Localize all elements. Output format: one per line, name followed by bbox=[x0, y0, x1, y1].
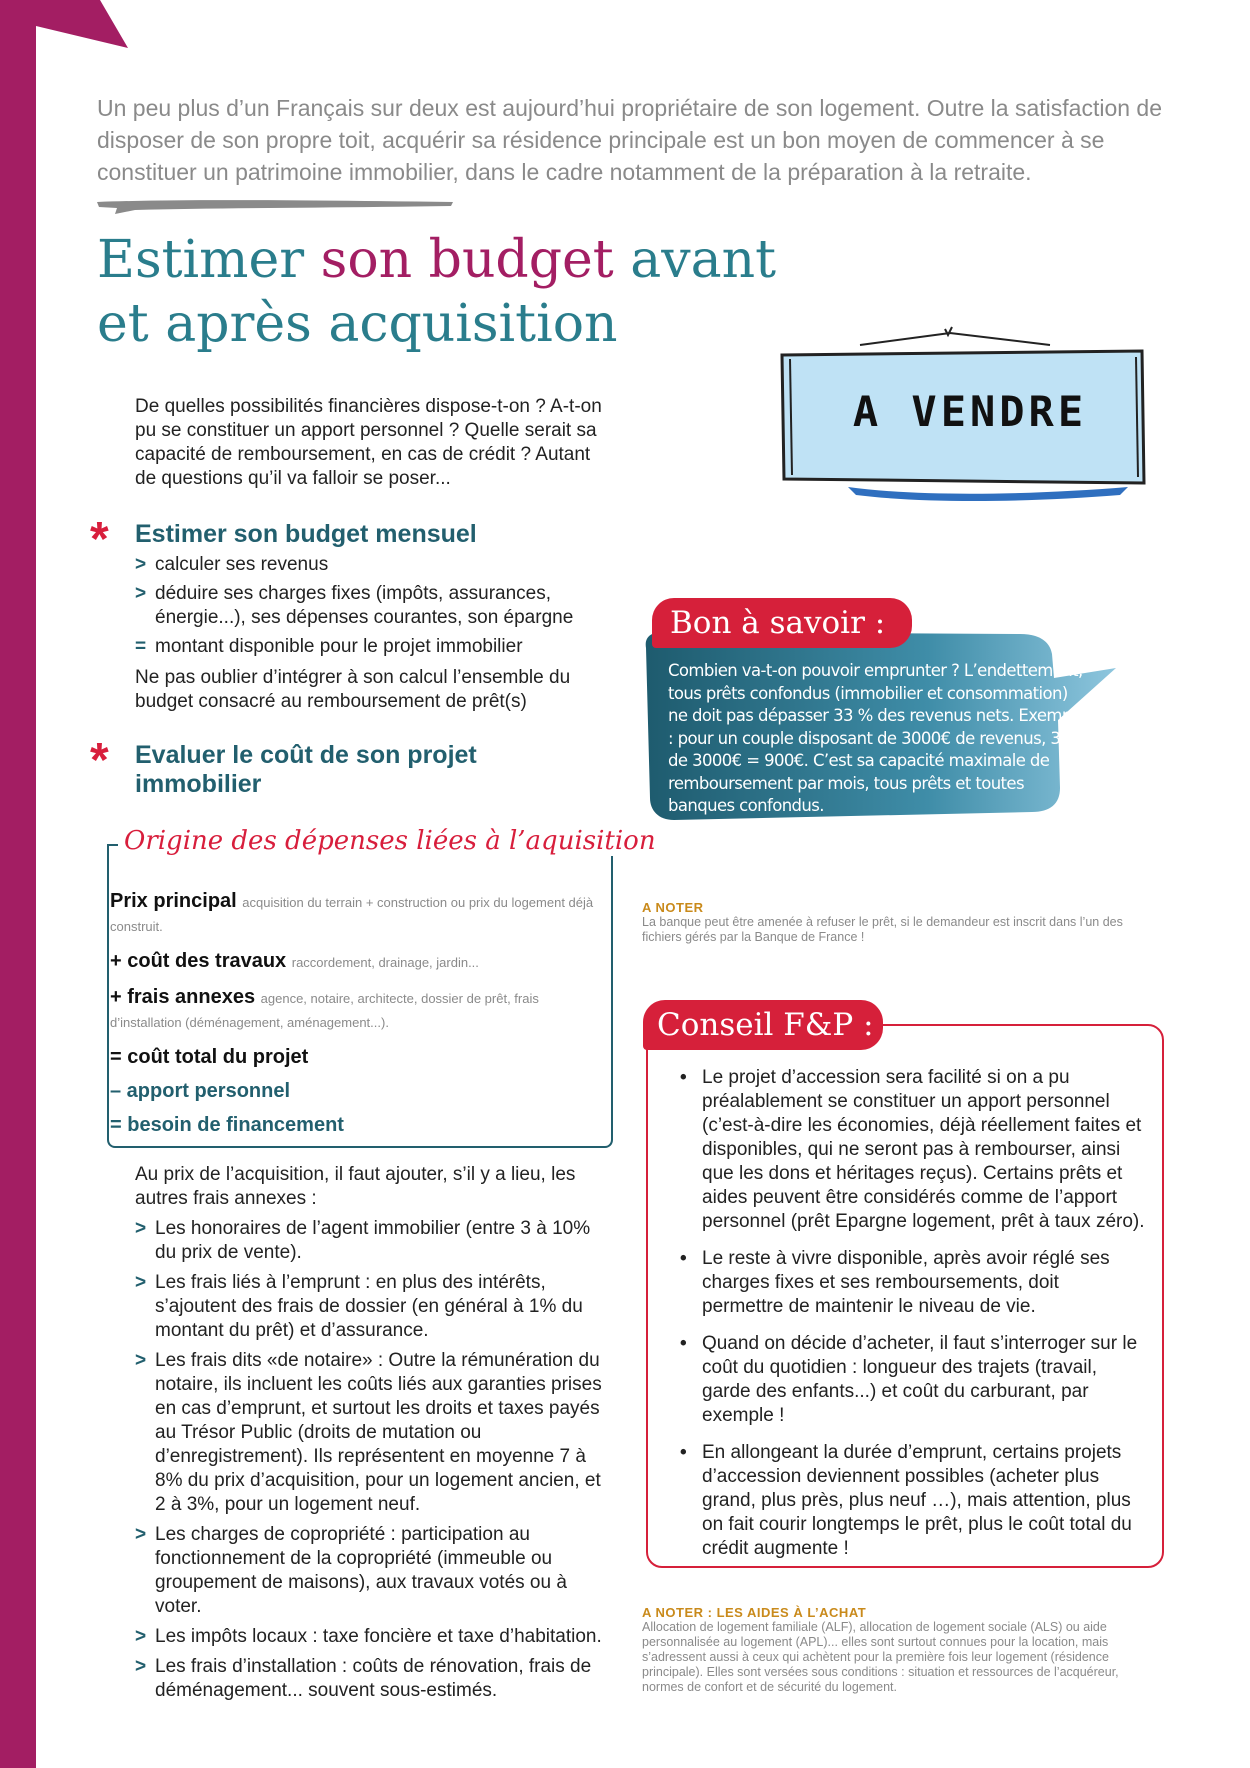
page-title bbox=[97, 228, 797, 356]
title-part-1: Estimer bbox=[97, 230, 321, 290]
list-item-text: montant disponible pour le projet immobilier bbox=[155, 636, 523, 657]
chevron-right-icon: > bbox=[135, 1656, 147, 1677]
chevron-right-icon: > bbox=[135, 1350, 147, 1371]
origin-row-label: = coût total du projet bbox=[110, 1046, 309, 1068]
conseil-label: Conseil F&P : bbox=[643, 1000, 883, 1050]
cost-heading: Evaluer le coût de son projet immobilier bbox=[135, 741, 477, 798]
list-item-text: En allongeant la durée d’emprunt, certains projets d’accession deviennent possibles (acheter plus grand, plus près, plus neuf …), mais attention, plus on fait courir longtemps le prêt, plus le coût total du crédit augmente ! bbox=[702, 1442, 1132, 1559]
origin-row-detail: acquisition du terrain + construction ou prix du logement déjà construit. bbox=[110, 895, 594, 934]
list-item bbox=[680, 1441, 1145, 1561]
origin-row-label: = besoin de financement bbox=[110, 1114, 344, 1136]
list-item bbox=[135, 582, 605, 630]
list-item-text: Les frais d’installation : coûts de rénovation, frais de déménagement... souvent sous-estimés. bbox=[155, 1656, 592, 1701]
origin-row-total bbox=[110, 1046, 600, 1068]
conseil-list bbox=[680, 1066, 1145, 1574]
list-item-text: Les frais liés à l’emprunt : en plus des intérêts, s’ajoutent des frais de dossier (en général à 1% du montant du prêt) et d’assurance. bbox=[155, 1272, 583, 1341]
list-item-text: calculer ses revenus bbox=[155, 554, 329, 575]
bon-a-savoir-label: Bon à savoir : bbox=[652, 598, 912, 648]
list-item bbox=[135, 1217, 615, 1265]
title-part-3: avant et après acquisition bbox=[97, 230, 776, 354]
list-item bbox=[680, 1332, 1145, 1428]
origin-title: Origine des dépenses liées à l’aquisition bbox=[118, 826, 662, 856]
lead-paragraph: De quelles possibilités financières dispose-t-on ? A-t-on pu se constituer un apport personnel ? Quelle serait sa capacité de remboursement, en cas de crédit ? Autant de questions qu’il va falloir se poser... bbox=[135, 396, 602, 489]
origin-row-label: – apport personnel bbox=[110, 1080, 291, 1102]
a-noter-banque bbox=[642, 900, 1162, 945]
list-item-text: déduire ses charges fixes (impôts, assurances, énergie...), ses dépenses courantes, son épargne bbox=[155, 583, 574, 628]
a-noter-text: La banque peut être amenée à refuser le prêt, si le demandeur est inscrit dans l’un des fichiers gérés par la Banque de France ! bbox=[642, 915, 1123, 944]
list-item bbox=[135, 1523, 615, 1619]
list-item-text: Les honoraires de l’agent immobilier (entre 3 à 10% du prix de vente). bbox=[155, 1218, 591, 1263]
origin-row-detail: raccordement, drainage, jardin... bbox=[291, 955, 479, 970]
a-noter-title: A NOTER bbox=[642, 900, 704, 915]
origin-row-label: + frais annexes bbox=[110, 986, 256, 1008]
list-item-text: Les impôts locaux : taxe foncière et taxe d’habitation. bbox=[155, 1626, 602, 1647]
list-item bbox=[680, 1247, 1145, 1319]
list-item-text: Le reste à vivre disponible, après avoir réglé ses charges fixes et ses remboursements, doit permettre de maintenir le niveau de vie. bbox=[702, 1248, 1110, 1317]
list-item bbox=[680, 1066, 1145, 1234]
chevron-right-icon: > bbox=[135, 1524, 147, 1545]
a-noter-aides bbox=[642, 1605, 1157, 1695]
origin-row-detail: agence, notaire, architecte, dossier de prêt, frais d’installation (déménagement, aménagement...). bbox=[110, 991, 539, 1030]
list-item bbox=[135, 1349, 615, 1517]
origin-row-frais bbox=[110, 986, 600, 1034]
list-item bbox=[135, 553, 605, 577]
list-marker: > bbox=[135, 583, 147, 604]
budget-list bbox=[135, 553, 605, 664]
title-highlight: son budget bbox=[320, 230, 614, 290]
list-item-text: Quand on décide d’acheter, il faut s’interroger sur le coût du quotidien : longueur des trajets (travail, garde des enfants...) et coût du carburant, par exemple ! bbox=[702, 1333, 1138, 1426]
list-item bbox=[135, 1271, 615, 1343]
origin-row-prix bbox=[110, 890, 600, 938]
list-item-text: Les charges de copropriété : participation au fonctionnement de la copropriété (immeuble ou groupement de maisons), aux travaux votés ou à voter. bbox=[155, 1524, 567, 1617]
sign-text: A VENDRE bbox=[852, 387, 1088, 436]
list-item bbox=[135, 635, 605, 659]
origin-row-apport bbox=[110, 1080, 600, 1102]
bullet-icon: • bbox=[680, 1442, 687, 1463]
origin-rows bbox=[110, 890, 600, 1136]
chevron-right-icon: > bbox=[135, 1626, 147, 1647]
bullet-icon: • bbox=[680, 1333, 687, 1354]
bullet-icon: • bbox=[680, 1248, 687, 1269]
bullet-icon: • bbox=[680, 1067, 687, 1088]
list-marker: > bbox=[135, 554, 147, 575]
list-item-text: Les frais dits «de notaire» : Outre la rémunération du notaire, ils incluent les coûts liés aux garanties prises en cas d’emprunt, et surtout les droits et taxes payés au Trésor Public (droits de mutation ou d’enregistrement). Ils représentent en moyenne 7 à 8% du prix d’acquisition, pour un logement ancien, et 2 à 3%, pour un logement neuf. bbox=[155, 1350, 602, 1515]
asterisk-icon: * bbox=[90, 513, 109, 566]
origin-row-travaux bbox=[110, 950, 600, 974]
list-item bbox=[135, 1655, 615, 1703]
budget-note: Ne pas oublier d’intégrer à son calcul l’ensemble du budget consacré au remboursement de prêt(s) bbox=[135, 667, 571, 712]
budget-heading: Estimer son budget mensuel bbox=[135, 520, 477, 548]
list-item-text: Le projet d’accession sera facilité si on a pu préalablement se constituer un apport personnel (c’est-à-dire les économies, déjà réellement faites et disponibles, qui ne seront pas à rembourser, ainsi que les dons et héritages reçus). Certains prêts et aides peuvent être considérés comme de l’apport personnel (prêt Epargne logement, prêt à taux zéro). bbox=[702, 1067, 1145, 1232]
acquisition-intro: Au prix de l’acquisition, il faut ajouter, s’il y a lieu, les autres frais annexes : bbox=[135, 1164, 576, 1209]
for-sale-sign bbox=[770, 325, 1150, 505]
brush-divider bbox=[95, 196, 455, 216]
list-item bbox=[135, 1625, 615, 1649]
chevron-right-icon: > bbox=[135, 1272, 147, 1293]
origin-row-label: Prix principal bbox=[110, 890, 237, 912]
origin-row-label: + coût des travaux bbox=[110, 950, 287, 972]
origin-row-besoin bbox=[110, 1114, 600, 1136]
bon-a-savoir-text: Combien va-t-on pouvoir emprunter ? L’endettement, tous prêts confondus (immobilier et consommation) ne doit pas dépasser 33 % des revenus nets. Exemple : pour un couple disposant de 3000€ de revenus, 30% de 3000€ = 900€. C’est sa capacité maximale de remboursement par mois, tous prêts et toutes banques confondus. bbox=[668, 661, 1086, 815]
list-marker: = bbox=[135, 636, 147, 657]
acquisition-list bbox=[135, 1217, 615, 1709]
a-noter-text: Allocation de logement familiale (ALF), allocation de logement sociale (ALS) ou aide personnalisée au logement (APL)... elles sont surtout connues pour la location, mais s’adressent aussi à ceux qui achètent pour la première fois leur logement (résidence principale). Elles sont versées sous conditions : situation et ressources de l’acquéreur, normes de confort et de sécurité du logement. bbox=[642, 1620, 1119, 1694]
a-noter-title: A NOTER : LES AIDES À L’ACHAT bbox=[642, 1605, 867, 1620]
asterisk-icon: * bbox=[90, 734, 109, 787]
intro-paragraph: Un peu plus d’un Français sur deux est aujourd’hui propriétaire de son logement. Outre la satisfaction de disposer de son propre toit, acquérir sa résidence principale est un bon moyen de commencer à se constituer un patrimoine immobilier, dans le cadre notamment de la préparation à la retraite. bbox=[97, 95, 1162, 185]
chevron-right-icon: > bbox=[135, 1218, 147, 1239]
